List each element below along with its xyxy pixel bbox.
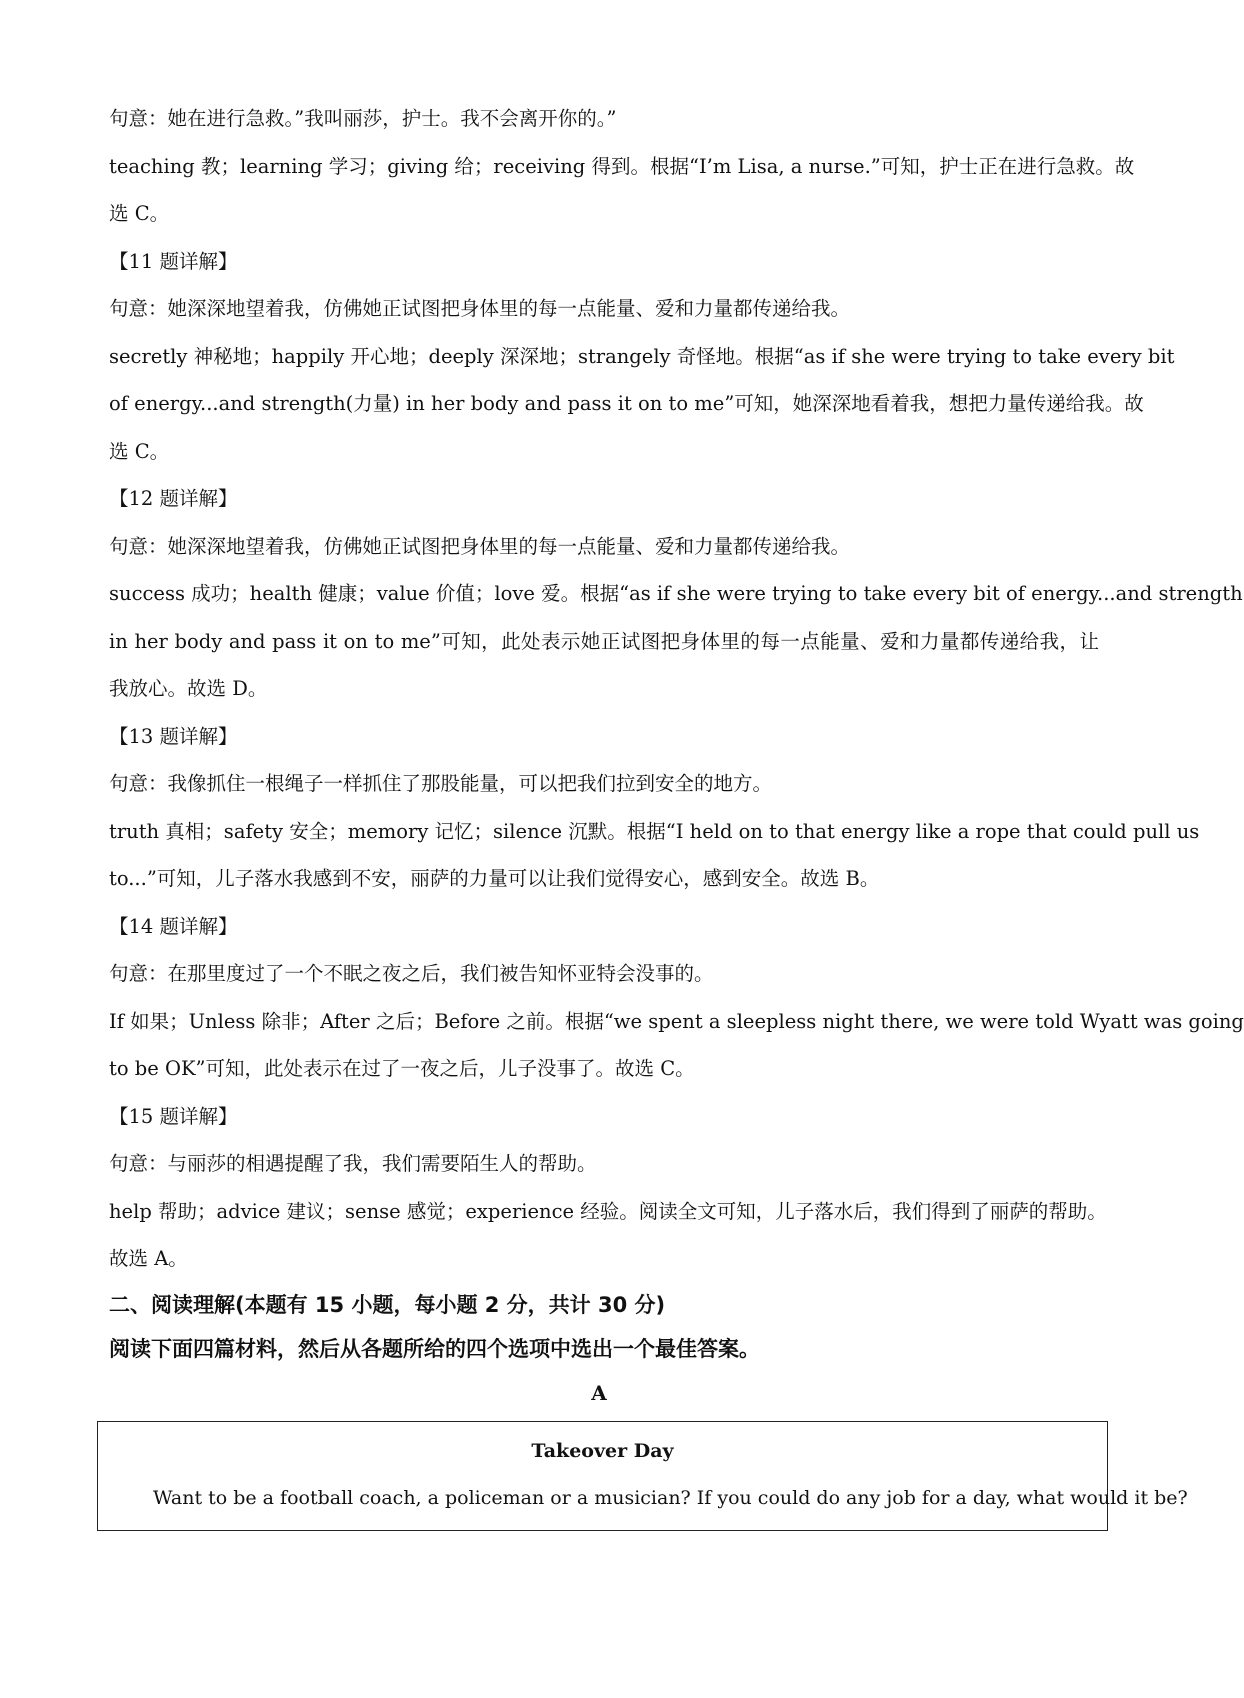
text-line: 选 C。 <box>109 439 170 463</box>
question-header: 【11 题详解】 <box>109 249 238 273</box>
text-line: 故选 A。 <box>109 1247 188 1270</box>
text-line: help 帮助；advice 建议；sense 感觉；experience 经验。阅读全文可知，儿子落水后，我们得到了丽萨的帮助。 <box>109 1199 1107 1223</box>
question-header: 【12 题详解】 <box>109 487 238 510</box>
section-instruction: 阅读下面四篇材料，然后从各题所给的四个选项中选出一个最佳答案。 <box>109 1336 760 1361</box>
text-line: 选 C。 <box>109 202 170 225</box>
text-line: If 如果；Unless 除非；After 之后；Before 之前。根据“we spent a sleepless night there, we were told Wyatt was going <box>109 1009 1244 1033</box>
text-line: 句意：她深深地望着我，仿佛她正试图把身体里的每一点能量、爱和力量都传递给我。 <box>109 297 851 320</box>
text-line: truth 真相；safety 安全；memory 记忆；silence 沉默。根据“I held on to that energy like a rope that could pull us <box>109 819 1200 843</box>
text-line: secretly 神秘地；happily 开心地；deeply 深深地；strangely 奇怪地。根据“as if she were trying to take every bit <box>109 344 1175 368</box>
text-line: 句意：与丽莎的相遇提醒了我，我们需要陌生人的帮助。 <box>109 1152 597 1175</box>
question-header: 【15 题详解】 <box>109 1104 238 1128</box>
passage-title: Takeover Day <box>531 1440 674 1462</box>
text-line: to...”可知，儿子落水我感到不安，丽萨的力量可以让我们觉得安心，感到安全。故选 B。 <box>109 867 880 890</box>
text-line: success 成功；health 健康；value 价值；love 爱。根据“as if she were trying to take every bit of energy...and strength <box>109 582 1243 605</box>
question-header: 【14 题详解】 <box>109 914 238 938</box>
text-line: in her body and pass it on to me”可知，此处表示她正试图把身体里的每一点能量、爱和力量都传递给我，让 <box>109 629 1099 653</box>
passage-label: A <box>591 1380 607 1405</box>
document-body <box>109 95 1244 1415</box>
passage-text: Want to be a football coach, a policeman or a musician? If you could do any job for a day, what would it be? <box>153 1487 1188 1509</box>
text-line: teaching 教；learning 学习；giving 给；receiving 得到。根据“I’m Lisa, a nurse.”可知，护士正在进行急救。故 <box>109 154 1135 178</box>
text-line: to be OK”可知，此处表示在过了一夜之后，儿子没事了。故选 C。 <box>109 1057 695 1080</box>
text-line: of energy...and strength(力量) in her body and pass it on to me”可知，她深深地看着我，想把力量传递给我。故 <box>109 392 1144 415</box>
text-line: 句意：她深深地望着我，仿佛她正试图把身体里的每一点能量、爱和力量都传递给我。 <box>109 534 851 558</box>
text-line: 句意：她在进行急救。”我叫丽莎，护士。我不会离开你的。” <box>109 107 617 130</box>
section-heading: 二、阅读理解(本题有 15 小题，每小题 2 分，共计 30 分) <box>109 1292 666 1317</box>
passage-box <box>97 1421 1188 1531</box>
text-line: 句意：我像抓住一根绳子一样抓住了那股能量，可以把我们拉到安全的地方。 <box>109 772 773 795</box>
question-header: 【13 题详解】 <box>109 724 238 748</box>
text-line: 句意：在那里度过了一个不眠之夜之后，我们被告知怀亚特会没事的。 <box>109 962 714 985</box>
text-line: 我放心。故选 D。 <box>109 677 268 700</box>
